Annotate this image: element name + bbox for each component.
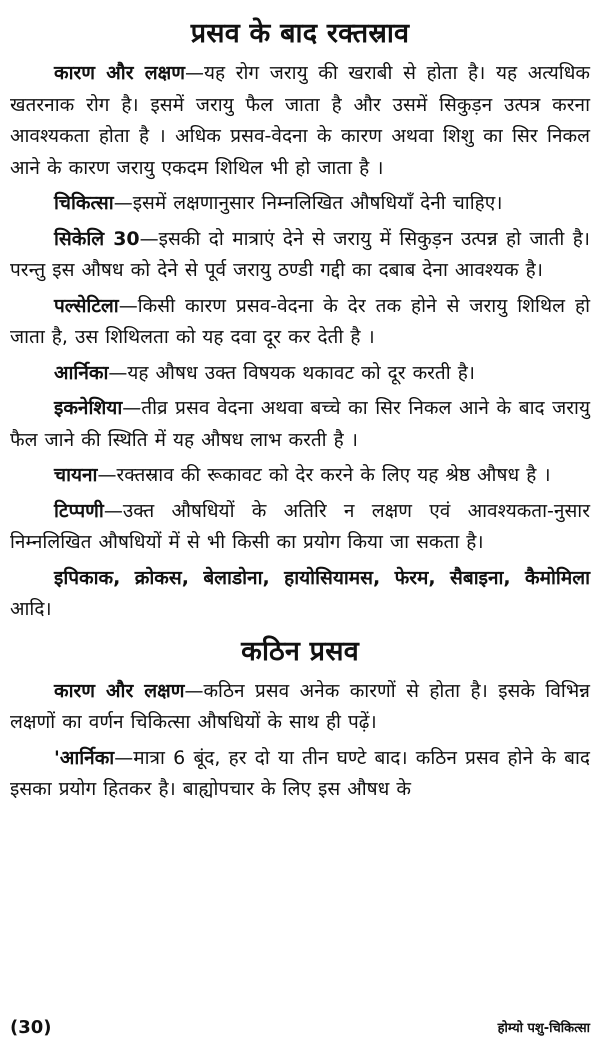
term-label: आर्निका — [54, 361, 109, 384]
paragraph-text: —इसकी दो मात्राएं देने से जरायु में सिकुड़न उत्पन्न हो जाती है। परन्तु इस औषध को देने से पूर्व जरायु ठण्डी गद्दी का दबाब देना आवश्यक है। — [10, 227, 590, 281]
paragraph-text: —यह रोग जरायु की खराबी से होता है। यह अत्यधिक खतरनाक रोग है। इसमें जरायु फैल जाता है और उसमें सिकुड़न उत्पत्र करना आवश्यकता होता है । अधिक प्रसव-वेदना के कारण अथवा शिशु का सिर निकल आने के कारण जरायु एकदम शिथिल भी हो जाता है । — [10, 62, 590, 179]
paragraph-text: —कठिन प्रसव अनेक कारणों से होता है। इसके विभिन्न लक्षणों का वर्णन चिकित्सा औषधियों के साथ ही पढ़ें। — [10, 679, 591, 733]
paragraph-note — [10, 496, 590, 559]
paragraph-text: —इसमें लक्षणानुसार निम्नलिखित औषधियाँ देनी चाहिए। — [113, 192, 503, 214]
paragraph-text: —उक्त औषधियों के अतिरि न लक्षण एवं आवश्यकता-नुसार निम्नलिखित औषधियों में से भी किसी का प्रयोग किया जा सकता है। — [10, 499, 590, 553]
remedy-list-suffix: आदि। — [10, 598, 52, 620]
paragraph-text: —यह औषध उक्त विषयक थकावट को दूर करती है। — [108, 361, 476, 384]
paragraph-arnica — [10, 358, 590, 390]
term-label: पल्सेटिला — [54, 294, 119, 317]
paragraph-remedy-list — [10, 563, 590, 626]
page-number: (30) — [10, 1016, 52, 1038]
term-label: चिकित्सा — [54, 192, 114, 214]
remedy-list: इपिकाक, क्रोकस, बेलाडोना, हायोसियामस, फेरम, सैबाइना, कैमोमिला — [54, 566, 590, 589]
paragraph-secale — [10, 224, 590, 287]
paragraph-text: —तीव्र प्रसव वेदना अथवा बच्चे का सिर निकल आने के बाद जरायु फैल जाने की स्थिति में यह औषध लाभ करती है । — [10, 397, 590, 451]
running-title: होम्यो पशु-चिकित्सा — [497, 1021, 590, 1036]
paragraph-text: —मात्रा 6 बूंद, हर दो या तीन घण्टे बाद। कठिन प्रसव होने के बाद इसका प्रयोग हितकर है। बाह्योपचार के लिए इस औषध के — [10, 746, 590, 800]
paragraph-text: —किसी कारण प्रसव-वेदना के देर तक होने से जरायु शिथिल हो जाता है, उस शिथिलता को यह दवा दूर कर देती है । — [10, 294, 590, 348]
term-label: इकनेशिया — [54, 397, 123, 419]
paragraph-causes-symptoms — [10, 58, 590, 184]
paragraph-treatment — [10, 188, 590, 220]
paragraph-pulsatilla — [10, 291, 590, 354]
paragraph-difficult-labor-causes — [10, 676, 590, 739]
page-footer — [10, 1012, 590, 1042]
paragraph-difficult-labor-arnica — [10, 743, 590, 806]
paragraph-china — [10, 460, 590, 492]
section-heading-postpartum-hemorrhage: प्रसव के बाद रक्तस्राव — [190, 18, 410, 49]
term-label: टिप्पणी — [54, 499, 104, 522]
term-label: चायना — [54, 464, 98, 486]
term-label: कारण और लक्षण — [54, 679, 185, 702]
paragraph-echinacea — [10, 393, 590, 456]
section-heading-difficult-labor: कठिन प्रसव — [241, 635, 359, 667]
term-label: कारण और लक्षण — [54, 62, 185, 84]
term-label: सिकेलि 30 — [54, 227, 140, 250]
paragraph-text: —रक्तस्राव की रूकावट को देर करने के लिए यह श्रेष्ठ औषध है । — [97, 464, 551, 486]
term-label: 'आर्निका — [54, 746, 115, 769]
